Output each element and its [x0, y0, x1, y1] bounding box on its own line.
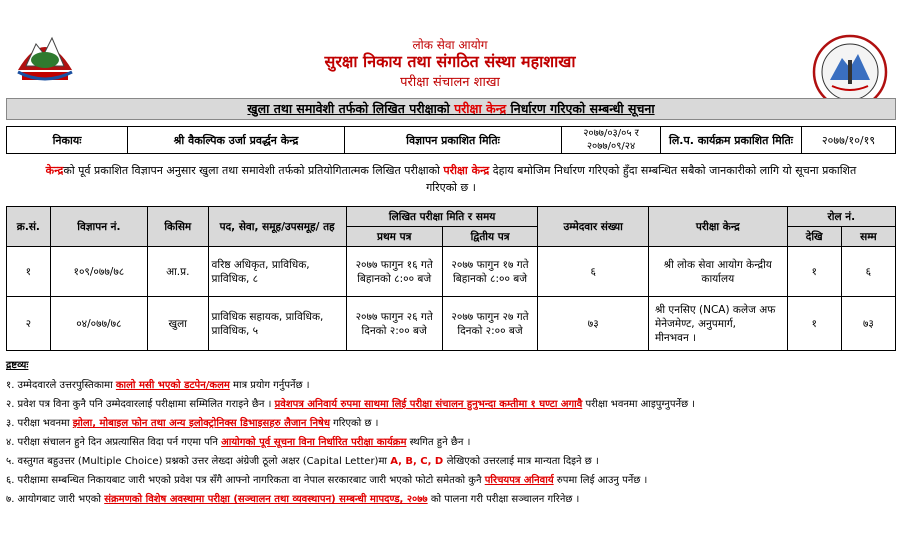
row-paper2 [442, 297, 538, 351]
paper2-time: दिनको २:०० बजे [457, 324, 523, 337]
paper2-time: बिहानको ८:०० बजे [453, 272, 528, 285]
col-paper2: द्वितीय पत्र [442, 227, 538, 247]
row-roll-to: ७३ [841, 297, 895, 351]
prog-label: लि.प. कार्यक्रम प्रकाशित मितिः [661, 127, 802, 154]
col-type: किसिम [148, 207, 209, 247]
col-roll: रोल नं. [787, 207, 895, 227]
note-highlight: परिचयपत्र अनिवार्य [484, 475, 554, 486]
paper2-date: २०७७ फागुन २७ गते [451, 310, 529, 323]
col-paper1: प्रथम पत्र [346, 227, 442, 247]
paper1-time: दिनको २:०० बजे [361, 324, 427, 337]
center-line-2: कार्यालय [701, 272, 735, 285]
note-5 [6, 454, 894, 470]
note-text: स्थगित हुने छैन । [406, 437, 471, 448]
note-text: लेखिएको उत्तरलाई मात्र मान्यता दिइने छ । [446, 456, 599, 467]
center-line-2: मेनेजमेण्ट, अनुपमार्ग, [654, 317, 737, 330]
note-1 [6, 378, 894, 394]
row-post [208, 297, 346, 351]
intro-highlight: केन्द्र [45, 164, 64, 177]
header-line-1: लोक सेवा आयोग [412, 38, 488, 52]
col-post: पद, सेवा, समूह/उपसमूह/ तह [208, 207, 346, 247]
title-highlight: परीक्षा केन्द्र [454, 101, 507, 116]
note-highlight: आयोगको पूर्व सूचना विना निर्धारित परीक्षा कार्यक्रम [221, 437, 407, 448]
note-text: ५. वस्तुगत बहुउत्तर (Multiple Choice) प्रश्नको उत्तर लेख्दा अंग्रेजी ठूलो अक्षर (Capital Letter)मा [6, 456, 391, 467]
post-line-2: प्राविधिक, ५ [211, 324, 259, 337]
row-paper1 [346, 297, 442, 351]
note-3 [6, 416, 894, 432]
col-center: परीक्षा केन्द्र [648, 207, 787, 247]
note-text: २. प्रवेश पत्र विना कुनै पनि उम्मेदवारलाई परीक्षामा सम्मिलित गराइने छैन । [6, 399, 275, 410]
note-text: ४. परीक्षा संचालन हुने दिन अप्रत्यासित विदा पर्न गएमा पनि [6, 437, 222, 448]
intro-text-a: को पूर्व प्रकाशित विज्ञापन अनुसार खुला तथा समावेशी तर्फको प्रतियोगितात्मक लिखित परीक्षाको [63, 164, 444, 177]
note-highlight: झोला, मोबाइल फोन तथा अन्य इलोक्ट्रोनिक्स डिभाइसहरु लैजान निषेध [72, 418, 330, 429]
exam-schedule-table [6, 206, 896, 351]
note-text: १. उम्मेदवारले उत्तरपुस्तिकामा [6, 380, 116, 391]
col-ad-no: विज्ञापन नं. [50, 207, 147, 247]
table-row [7, 297, 896, 351]
org-value: श्री वैकल्पिक उर्जा प्रवर्द्धन केन्द्र [128, 127, 345, 154]
intro-highlight-2: परीक्षा केन्द्र [443, 164, 490, 177]
note-text: गरिएको छ । [329, 418, 379, 429]
post-line-2: प्राविधिक, ८ [211, 272, 259, 285]
paper1-date: २०७७ फागुन २६ गते [355, 310, 433, 323]
col-exam-group: लिखित परीक्षा मिति र समय [346, 207, 538, 227]
row-post [208, 247, 346, 297]
col-sn: क्र.सं. [7, 207, 51, 247]
note-highlight: संक्रमणको विशेष अवस्थामा परीक्षा (सञ्चालन तथा व्यवस्थापन) सम्बन्धी मापदण्ड, २०७७ [104, 494, 428, 505]
note-6 [6, 473, 894, 489]
header-line-2: सुरक्षा निकाय तथा संगठित संस्था महाशाखा [324, 52, 576, 71]
row-center [648, 297, 787, 351]
note-highlight: A, B, C, D [390, 456, 447, 467]
note-text: ७. आयोगबाट जारी भएको [6, 494, 105, 505]
col-roll-to: सम्म [841, 227, 895, 247]
ad-date-2: २०७७/०९/२४ [586, 141, 636, 152]
note-text: को पालना गरी परीक्षा सञ्चालन गरिनेछ । [427, 494, 580, 505]
post-line-1: प्राविधिक सहायक, प्राविधिक, [211, 310, 324, 323]
center-line-3: मीनभवन । [654, 331, 697, 344]
title-text-b: निर्धारण गरिएको सम्बन्धी सूचना [506, 101, 655, 116]
row-ad-no: ०४/०७७/७८ [50, 297, 147, 351]
ad-date-1: २०७७/०३/०५ र [583, 128, 639, 139]
org-label: निकायः [7, 127, 128, 154]
prog-value: २०७७/१०/१९ [802, 127, 896, 154]
row-type: खुला [148, 297, 209, 351]
row-roll-to: ६ [841, 247, 895, 297]
center-line-1: श्री एनसिए (NCA) कलेज अफ [654, 303, 776, 316]
col-roll-from: देखि [787, 227, 841, 247]
row-center [648, 247, 787, 297]
title-text-a: खुला तथा समावेशी तर्फको लिखित परीक्षाको [247, 101, 455, 116]
center-line-1: श्री लोक सेवा आयोग केन्द्रीय [663, 258, 772, 271]
ad-date-value [562, 127, 661, 154]
note-highlight: कालो मसी भएको डटपेन/कलम [115, 380, 230, 391]
info-table [6, 126, 896, 154]
col-candidates: उम्मेदवार संख्या [538, 207, 648, 247]
note-4 [6, 435, 894, 451]
row-ad-no: १०९/०७७/७८ [50, 247, 147, 297]
ad-date-label: विज्ञापन प्रकाशित मितिः [345, 127, 562, 154]
row-candidates: ७३ [538, 297, 648, 351]
intro-text-c: गरिएको छ । [426, 181, 476, 194]
note-text: परीक्षा भवनमा आइपुग्नुपर्नेछ । [582, 399, 696, 410]
note-text: ३. परीक्षा भवनमा [6, 418, 73, 429]
row-candidates: ६ [538, 247, 648, 297]
notes-section [6, 358, 894, 508]
row-type: आ.प्र. [148, 247, 209, 297]
note-2 [6, 397, 894, 413]
table-row [7, 247, 896, 297]
paper1-time: बिहानको ८:०० बजे [357, 272, 432, 285]
intro-text-b: देहाय बमोजिम निर्धारण गरिएको हुँदा सम्बन्धित सबैको जानकारीको लागि यो सूचना प्रकाशित [489, 164, 857, 177]
intro-paragraph [14, 162, 888, 196]
note-highlight: प्रवेशपत्र अनिवार्य रुपमा साथमा लिई परीक्षा संचालन हुनुभन्दा कम्तीमा १ घण्टा अगावै [274, 399, 583, 410]
header-line-3: परीक्षा संचालन शाखा [400, 75, 500, 90]
row-sn: १ [7, 247, 51, 297]
notice-title [6, 98, 896, 120]
post-line-1: वरिष्ठ अधिकृत, प्राविधिक, [211, 258, 310, 271]
paper1-date: २०७७ फागुन १६ गते [355, 258, 433, 271]
note-text: ६. परीक्षामा सम्बन्धित निकायबाट जारी भएको प्रवेश पत्र सँगै आफ्नो नागरिकता वा नेपाल सरकारबाट जारी भएको फोटो समेतको कुनै [6, 475, 485, 486]
row-sn: २ [7, 297, 51, 351]
note-text: मात्र प्रयोग गर्नुपर्नेछ । [229, 380, 310, 391]
row-roll-from: १ [787, 297, 841, 351]
row-paper2 [442, 247, 538, 297]
row-paper1 [346, 247, 442, 297]
notes-heading: द्रष्टव्यः [6, 360, 29, 371]
row-roll-from: १ [787, 247, 841, 297]
paper2-date: २०७७ फागुन १७ गते [451, 258, 529, 271]
note-7 [6, 492, 894, 508]
note-text: रुपमा लिई आउनु पर्नेछ । [553, 475, 648, 486]
